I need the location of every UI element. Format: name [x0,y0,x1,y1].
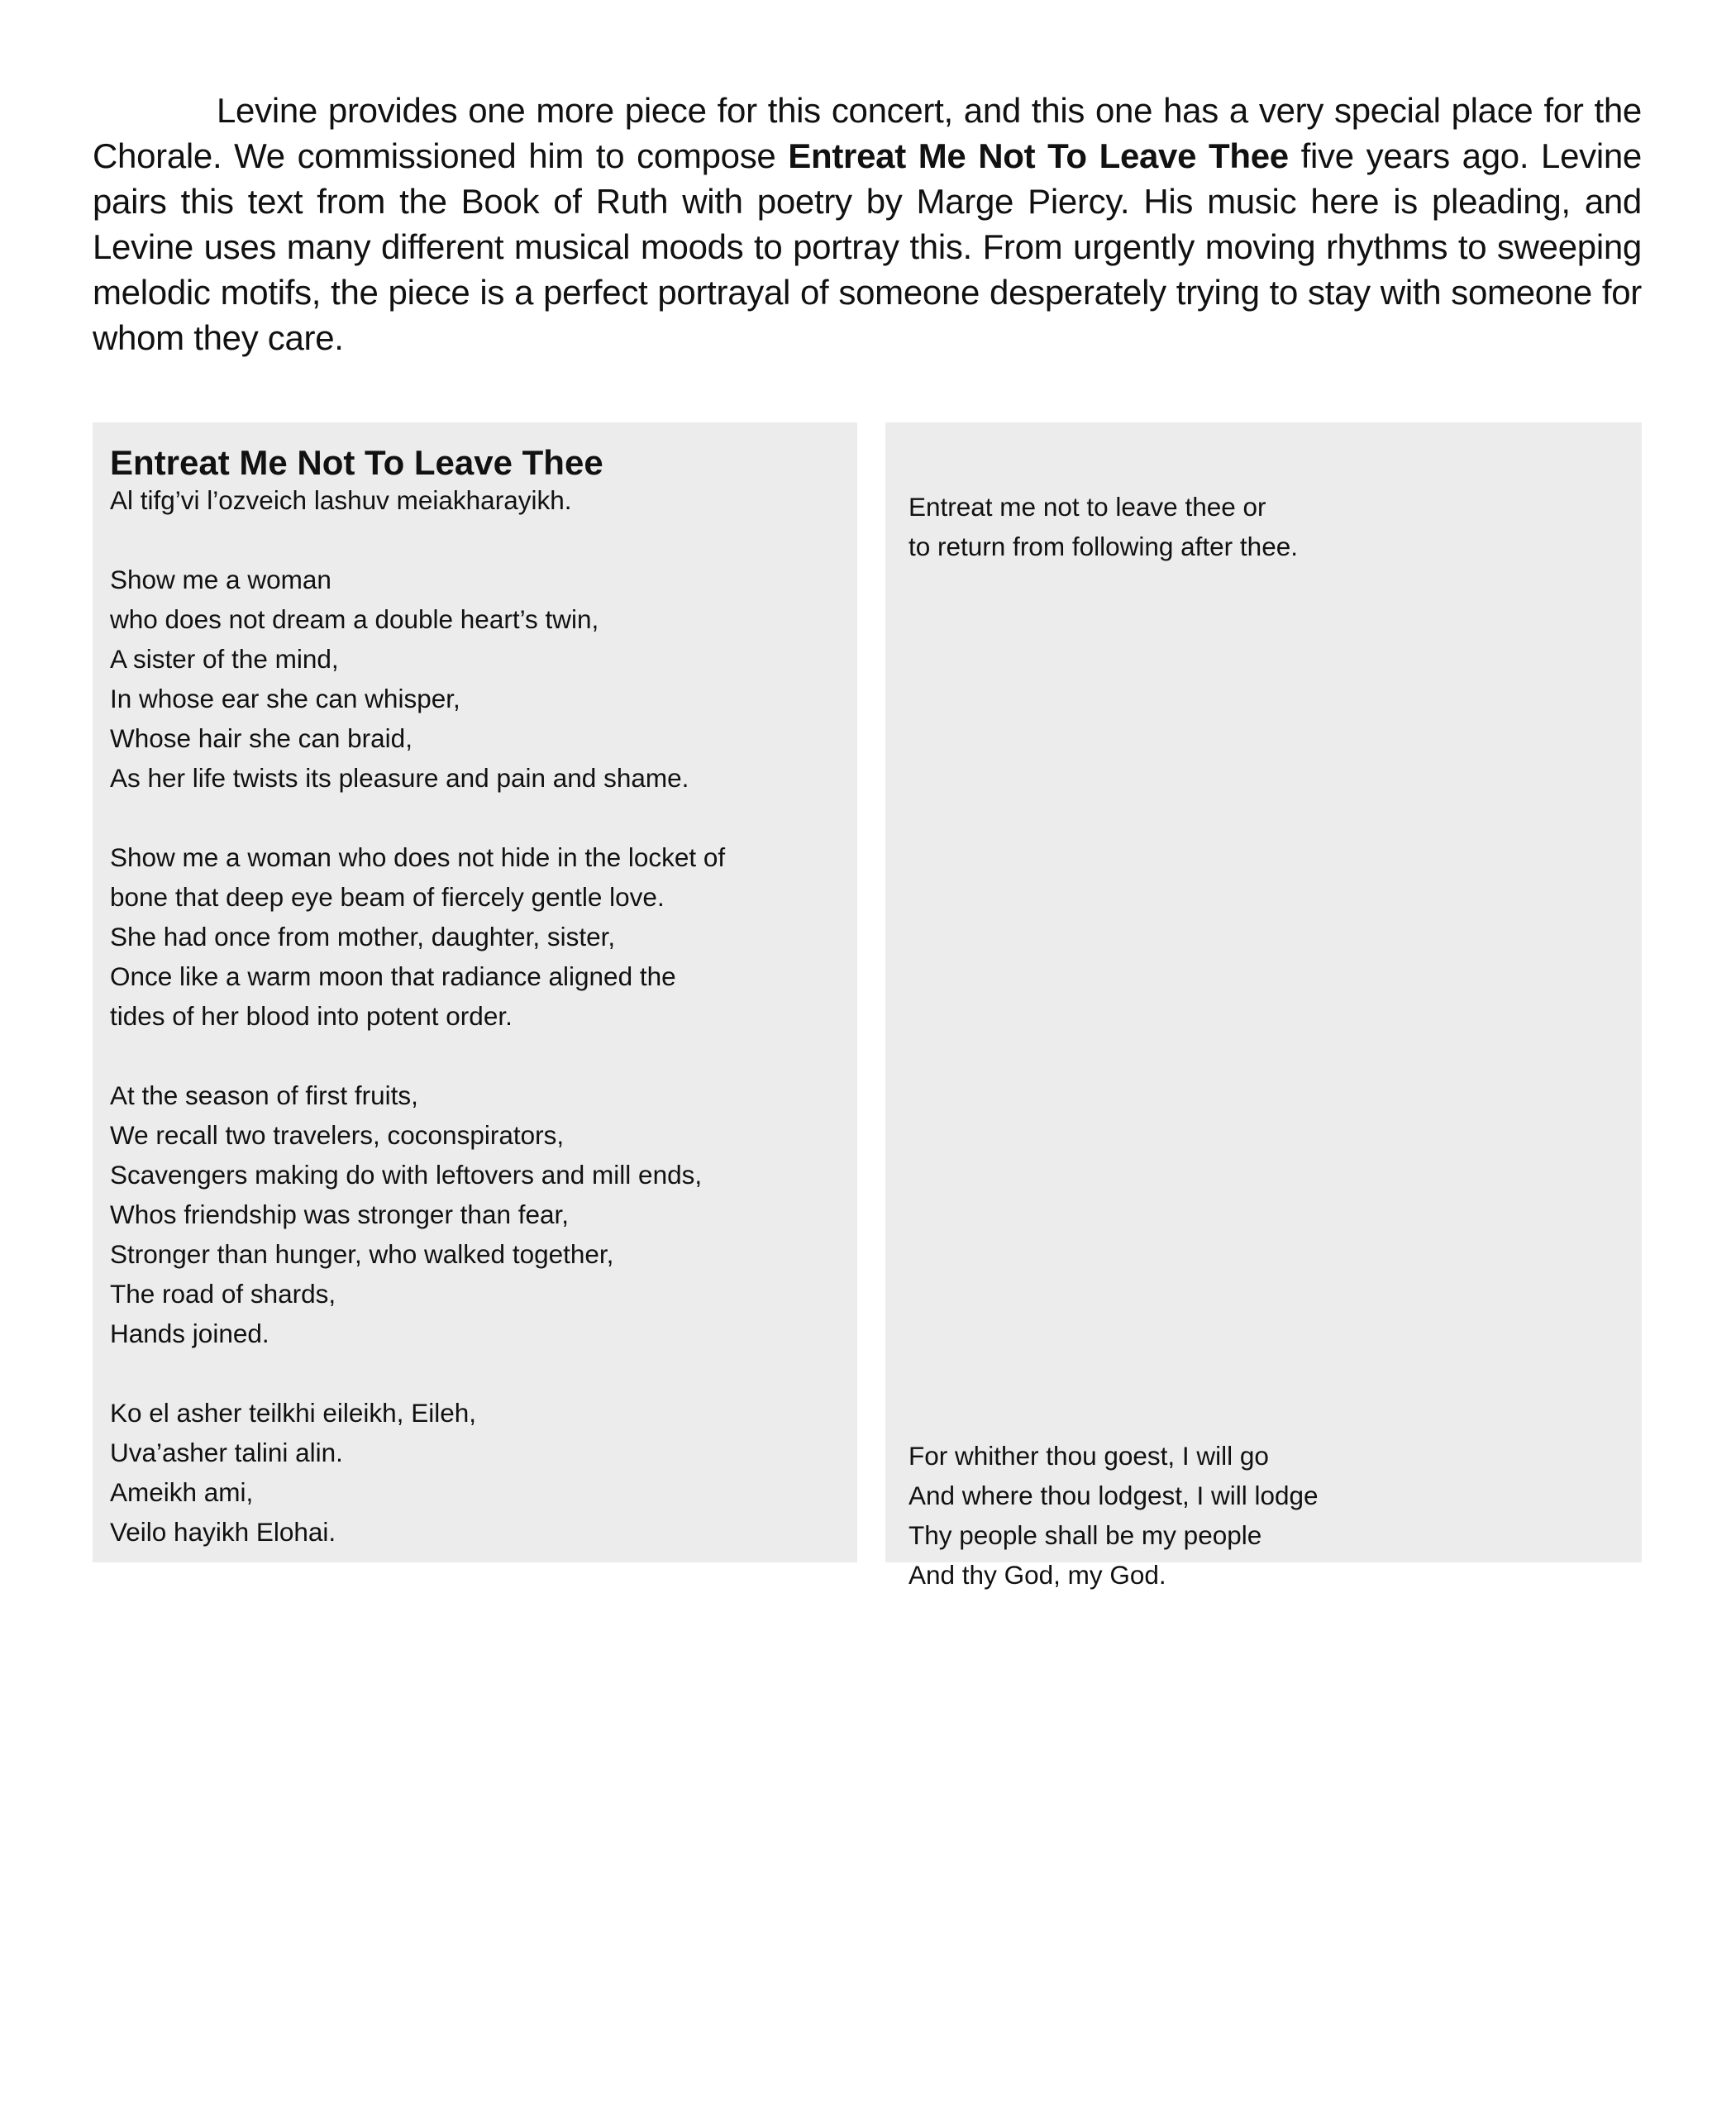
poem-line: Veilo hayikh Elohai. [110,1517,336,1547]
poem-line: tides of her blood into potent order. [110,1001,513,1031]
poem-line: Al tifg’vi l’ozveich lashuv meiakharayikh. [110,485,572,515]
intro-text-part1: Levine provides one more piece for this concert, and this one has a very special place for the Chorale. We commissioned him to compose [93,91,1642,175]
poem-line: At the season of first fruits, [110,1080,418,1110]
poem-line: As her life twists its pleasure and pain and shame. [110,763,689,793]
poem-panel-right [885,422,1642,1590]
translation-line: Entreat me not to leave thee or [909,492,1266,522]
translation-bottom [909,1436,1319,1595]
poem-line: Show me a woman [110,565,331,594]
poem-line: She had once from mother, daughter, sister, [110,922,616,951]
poem-stanzas [110,480,857,1552]
poem-line: Hands joined. [110,1319,269,1348]
poem-stanza [110,480,857,520]
poem-line: In whose ear she can whisper, [110,684,460,713]
poem-title [110,429,857,480]
poem-title-text: Entreat Me Not To Leave Thee [110,443,603,482]
poem-line: Whose hair she can braid, [110,723,413,753]
translation-line: And where thou lodgest, I will lodge [909,1481,1319,1510]
poem-stanza [110,837,857,1036]
translation-top [909,487,1298,566]
intro-text-part2: five years ago. Levine pairs this text from the Book of Ruth with poetry by Marge Piercy. His music here is pleading, and Levine uses many different musical moods to portray this. From urgently moving rhythms to sweeping melodic motifs, the piece is a perfect portrayal of someone desperately trying to stay with someone for whom they care. [93,136,1642,357]
translation-line: to return from following after thee. [909,532,1298,561]
intro-piece-title: Entreat Me Not To Leave Thee [788,136,1289,175]
poem-line: Scavengers making do with leftovers and mill ends, [110,1160,703,1190]
poem-line: Once like a warm moon that radiance aligned the [110,961,676,991]
poem-stanza [110,1393,857,1552]
poem-line: Ameikh ami, [110,1477,254,1507]
translation-line: Thy people shall be my people [909,1520,1262,1550]
translation-line: And thy God, my God. [909,1560,1166,1590]
poem-line: Show me a woman who does not hide in the locket of [110,842,726,872]
poem-stanza [110,1075,857,1353]
poem-line: Stronger than hunger, who walked together, [110,1239,614,1269]
poem-line: We recall two travelers, coconspirators, [110,1120,565,1150]
poem-line: Ko el asher teilkhi eileikh, Eileh, [110,1398,476,1428]
intro-paragraph [93,88,1642,360]
poem-line: Uva’asher talini alin. [110,1438,343,1467]
poem-line: who does not dream a double heart’s twin, [110,604,599,634]
poem-stanza [110,560,857,798]
poem-panel-left [93,422,857,1562]
poem-line: A sister of the mind, [110,644,339,674]
poem-line: The road of shards, [110,1279,336,1309]
poem-line: Whos friendship was stronger than fear, [110,1199,570,1229]
poem-line: bone that deep eye beam of fiercely gentle love. [110,882,665,912]
translation-line: For whither thou goest, I will go [909,1441,1269,1471]
